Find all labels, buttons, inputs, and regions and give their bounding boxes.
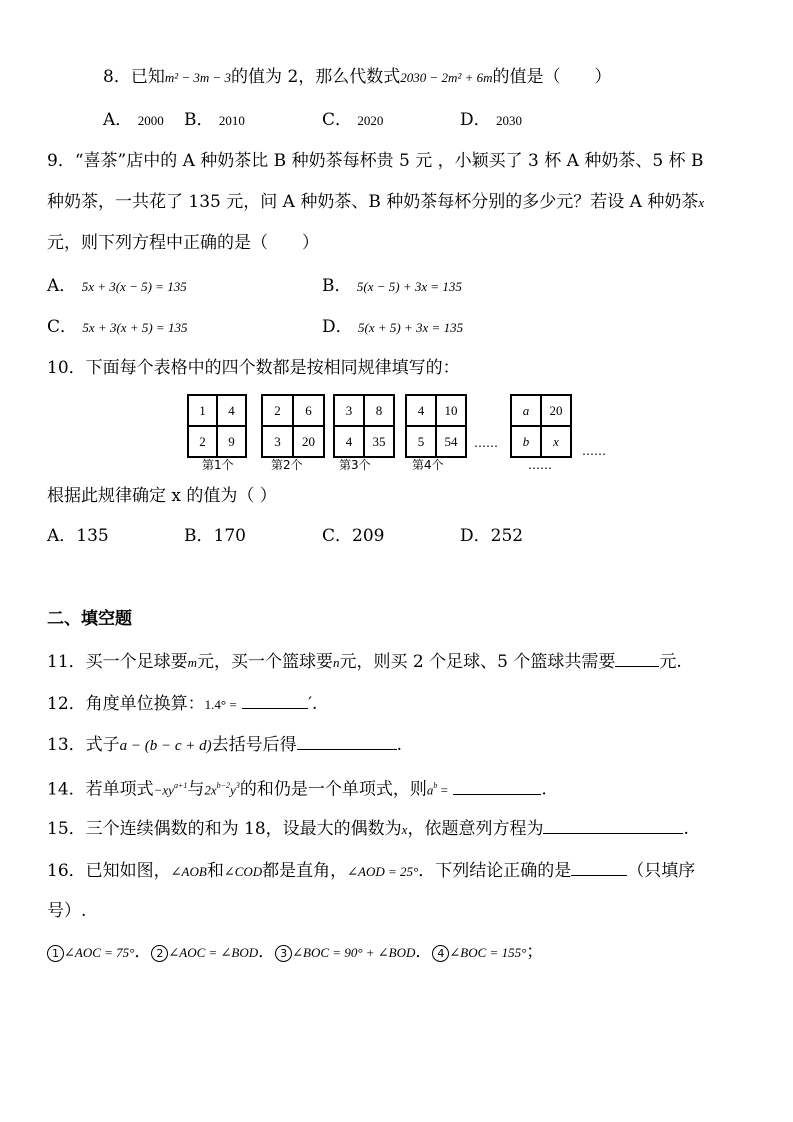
q10-option-d: D．252 <box>460 526 524 546</box>
q11-blank[interactable] <box>615 650 659 667</box>
table-1-caption: 第1个 <box>202 458 234 472</box>
ellipsis-3: …… <box>582 444 606 458</box>
q9-line1: 9．“喜茶”店中的 A 种奶茶比 B 种奶茶每杯贵 5 元 ，小颖买了 3 杯 A 种奶茶、5 杯 B <box>47 151 704 171</box>
table-1: 1 4 2 9 <box>187 394 247 458</box>
q10-question: 根据此规律确定 x 的值为（ ） <box>47 486 277 506</box>
q8-option-d: D． 2030 <box>460 110 523 130</box>
q9-option-b: B． 5(x − 5) + 3x = 135 <box>322 276 462 296</box>
table-4: 4 10 5 54 <box>405 394 467 458</box>
table-4-caption: 第4个 <box>412 458 444 472</box>
q9-option-c: C． 5x + 3(x + 5) = 135 <box>47 317 188 337</box>
ellipsis-2: …… <box>528 458 552 472</box>
q12-blank[interactable] <box>242 692 308 709</box>
table-2: 2 6 3 20 <box>261 394 325 458</box>
item-3-mark: 3 <box>275 945 292 962</box>
q8-option-c: C． 2020 <box>322 110 384 130</box>
q16-line1: 16．已知如图，∠AOB和∠COD都是直角，∠AOD = 25°．下列结论正确的是 （只填序 <box>47 861 696 881</box>
q9-option-d: D． 5(x + 5) + 3x = 135 <box>322 317 464 337</box>
q9-line3: 元，则下列方程中正确的是（ ） <box>47 233 319 253</box>
table-3: 3 8 4 35 <box>333 394 395 458</box>
q10-option-b: B．170 <box>184 526 246 546</box>
q14-blank[interactable] <box>453 778 541 795</box>
q13-blank[interactable] <box>297 733 397 750</box>
item-1-mark: 1 <box>47 945 64 962</box>
q12: 12．角度单位换算：1.4° = ′. <box>47 694 318 714</box>
q11: 11．买一个足球要m元，买一个篮球要n元，则买 2 个足球、5 个篮球共需要 元. <box>47 652 682 672</box>
item-2-mark: 2 <box>151 945 168 962</box>
q14: 14．若单项式$-xy^{a+1}$与$2x^{b-2}y^3$的和仍是一个单项式，则$a^b$ = . <box>47 779 547 800</box>
q15-blank[interactable] <box>543 817 683 834</box>
q8-option-b: B． 2010 <box>184 110 245 130</box>
q15: 15．三个连续偶数的和为 18，设最大的偶数为x，依题意列方程为 . <box>47 819 689 839</box>
q10-option-c: C．209 <box>322 526 385 546</box>
q8-stem: 8．已知m² − 3m − 3的值为 2，那么代数式2030 − 2m² + 6m的值是（ ） <box>103 67 612 87</box>
table-general: a 20 b x <box>510 394 572 458</box>
q9-line2: 种奶茶，一共花了 135 元，问 A 种奶茶、B 种奶茶每杯分别的多少元？若设 A 种奶茶x <box>47 192 705 212</box>
table-2-caption: 第2个 <box>271 458 303 472</box>
q16-blank[interactable] <box>571 859 627 876</box>
q16-items: 1 ∠AOC = 75°． 2 ∠AOC = ∠BOD． 3 ∠BOC = 90° + ∠BOD． 4 ∠BOC = 155°； <box>47 941 543 964</box>
section-heading: 二、填空题 <box>47 609 132 629</box>
q10-option-a: A．135 <box>47 526 109 546</box>
table-3-caption: 第3个 <box>339 458 371 472</box>
q16-line2: 号）. <box>47 901 87 921</box>
item-4-mark: 4 <box>432 945 449 962</box>
q8-option-a: A． 2000 <box>103 110 164 130</box>
ellipsis-1: …… <box>474 436 498 450</box>
q10-stem: 10．下面每个表格中的四个数都是按相同规律填写的： <box>47 358 460 378</box>
q13: 13．式子a − (b − c + d)去括号后得 . <box>47 735 403 755</box>
q9-option-a: A． 5x + 3(x − 5) = 135 <box>47 276 187 296</box>
